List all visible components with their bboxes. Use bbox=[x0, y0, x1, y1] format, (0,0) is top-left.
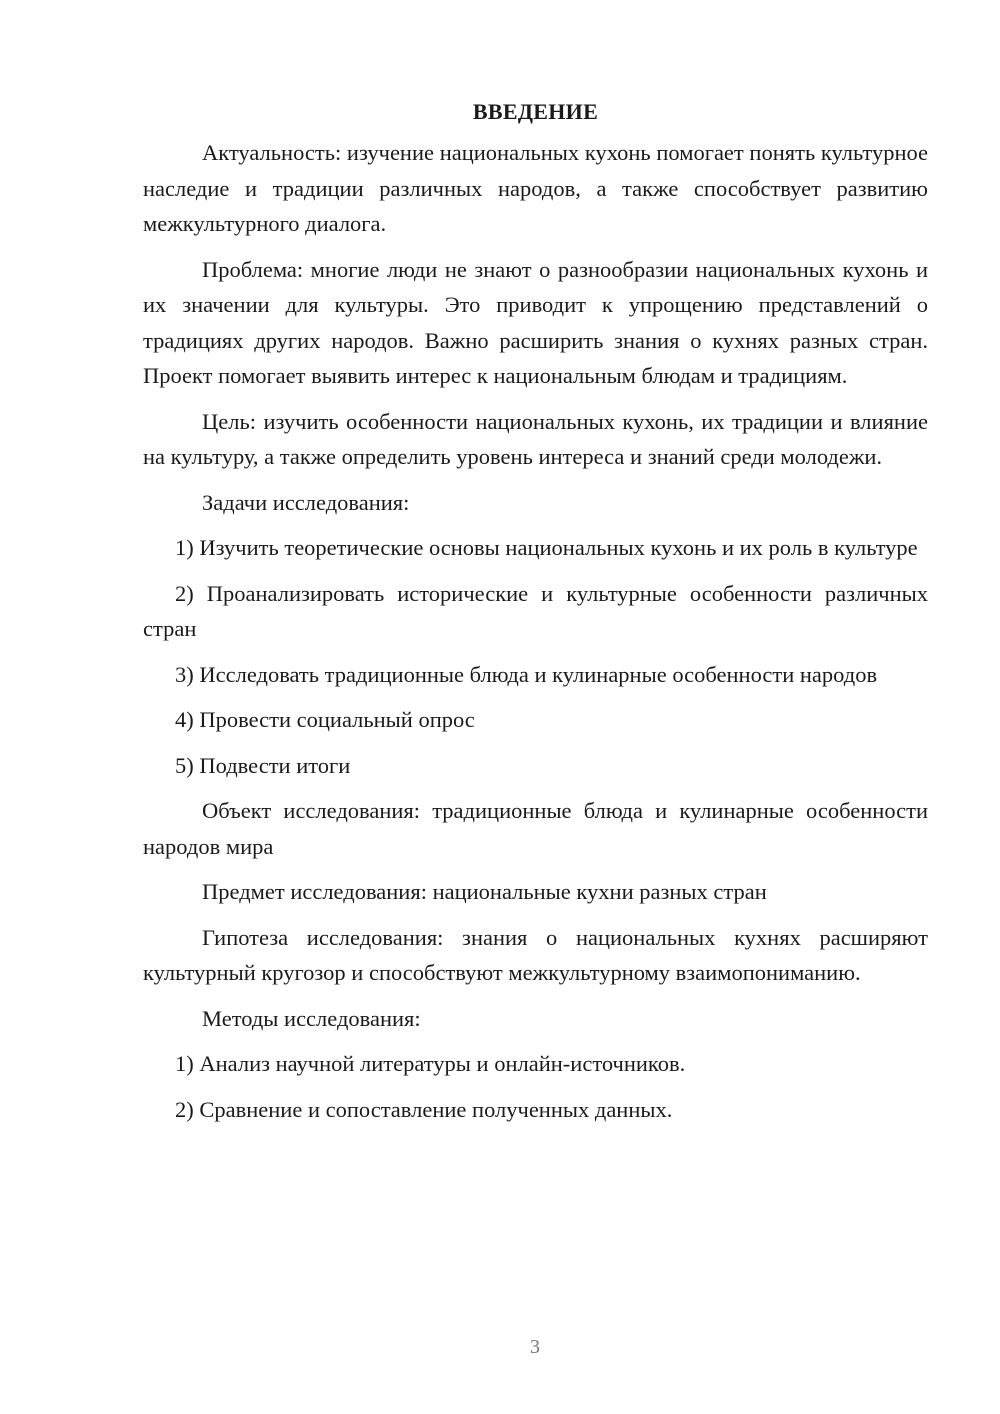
object-paragraph: Объект исследования: традиционные блюда и кулинарные особенности народов мира bbox=[143, 798, 928, 859]
task-item: 1) Изучить теоретические основы национальных кухонь и их роль в культуре bbox=[175, 535, 918, 560]
task-item: 5) Подвести итоги bbox=[175, 752, 351, 778]
goal-paragraph: Цель: изучить особенности национальных кухонь, их традиции и влияние на культуру, а также определить уровень интереса и знаний среди молодежи. bbox=[143, 408, 928, 469]
section-title: ВВЕДЕНИЕ bbox=[472, 99, 599, 124]
methods-heading: Методы исследования: bbox=[202, 1005, 421, 1031]
method-item: 2) Сравнение и сопоставление полученных данных. bbox=[175, 1096, 673, 1122]
method-item: 1) Анализ научной литературы и онлайн-источников. bbox=[175, 1051, 686, 1076]
task-item: 4) Провести социальный опрос bbox=[175, 707, 475, 732]
problem-paragraph: Проблема: многие люди не знают о разнообразии национальных кухонь и их значении для культуры. Это приводит к упрощению представлений о традициях других народов. Важно расширить знания о кухнях разных стран. Проект помогает выявить интерес к национальным блюдам и традициям. bbox=[143, 256, 928, 388]
task-item: 2) Проанализировать исторические и культурные особенности различных стран bbox=[143, 580, 928, 641]
hypothesis-paragraph: Гипотеза исследования: знания о национальных кухнях расширяют культурный кругозор и способствуют межкультурному взаимопониманию. bbox=[143, 924, 928, 985]
subject-paragraph: Предмет исследования: национальные кухни разных стран bbox=[202, 879, 767, 904]
page-number: 3 bbox=[530, 1336, 540, 1358]
task-item: 3) Исследовать традиционные блюда и кулинарные особенности народов bbox=[175, 661, 878, 687]
tasks-heading: Задачи исследования: bbox=[202, 489, 410, 515]
page-content bbox=[143, 96, 928, 1137]
relevance-paragraph: Актуальность: изучение национальных кухонь помогает понять культурное наследие и традиции различных народов, а также способствует развитию межкультурного диалога. bbox=[143, 140, 928, 236]
